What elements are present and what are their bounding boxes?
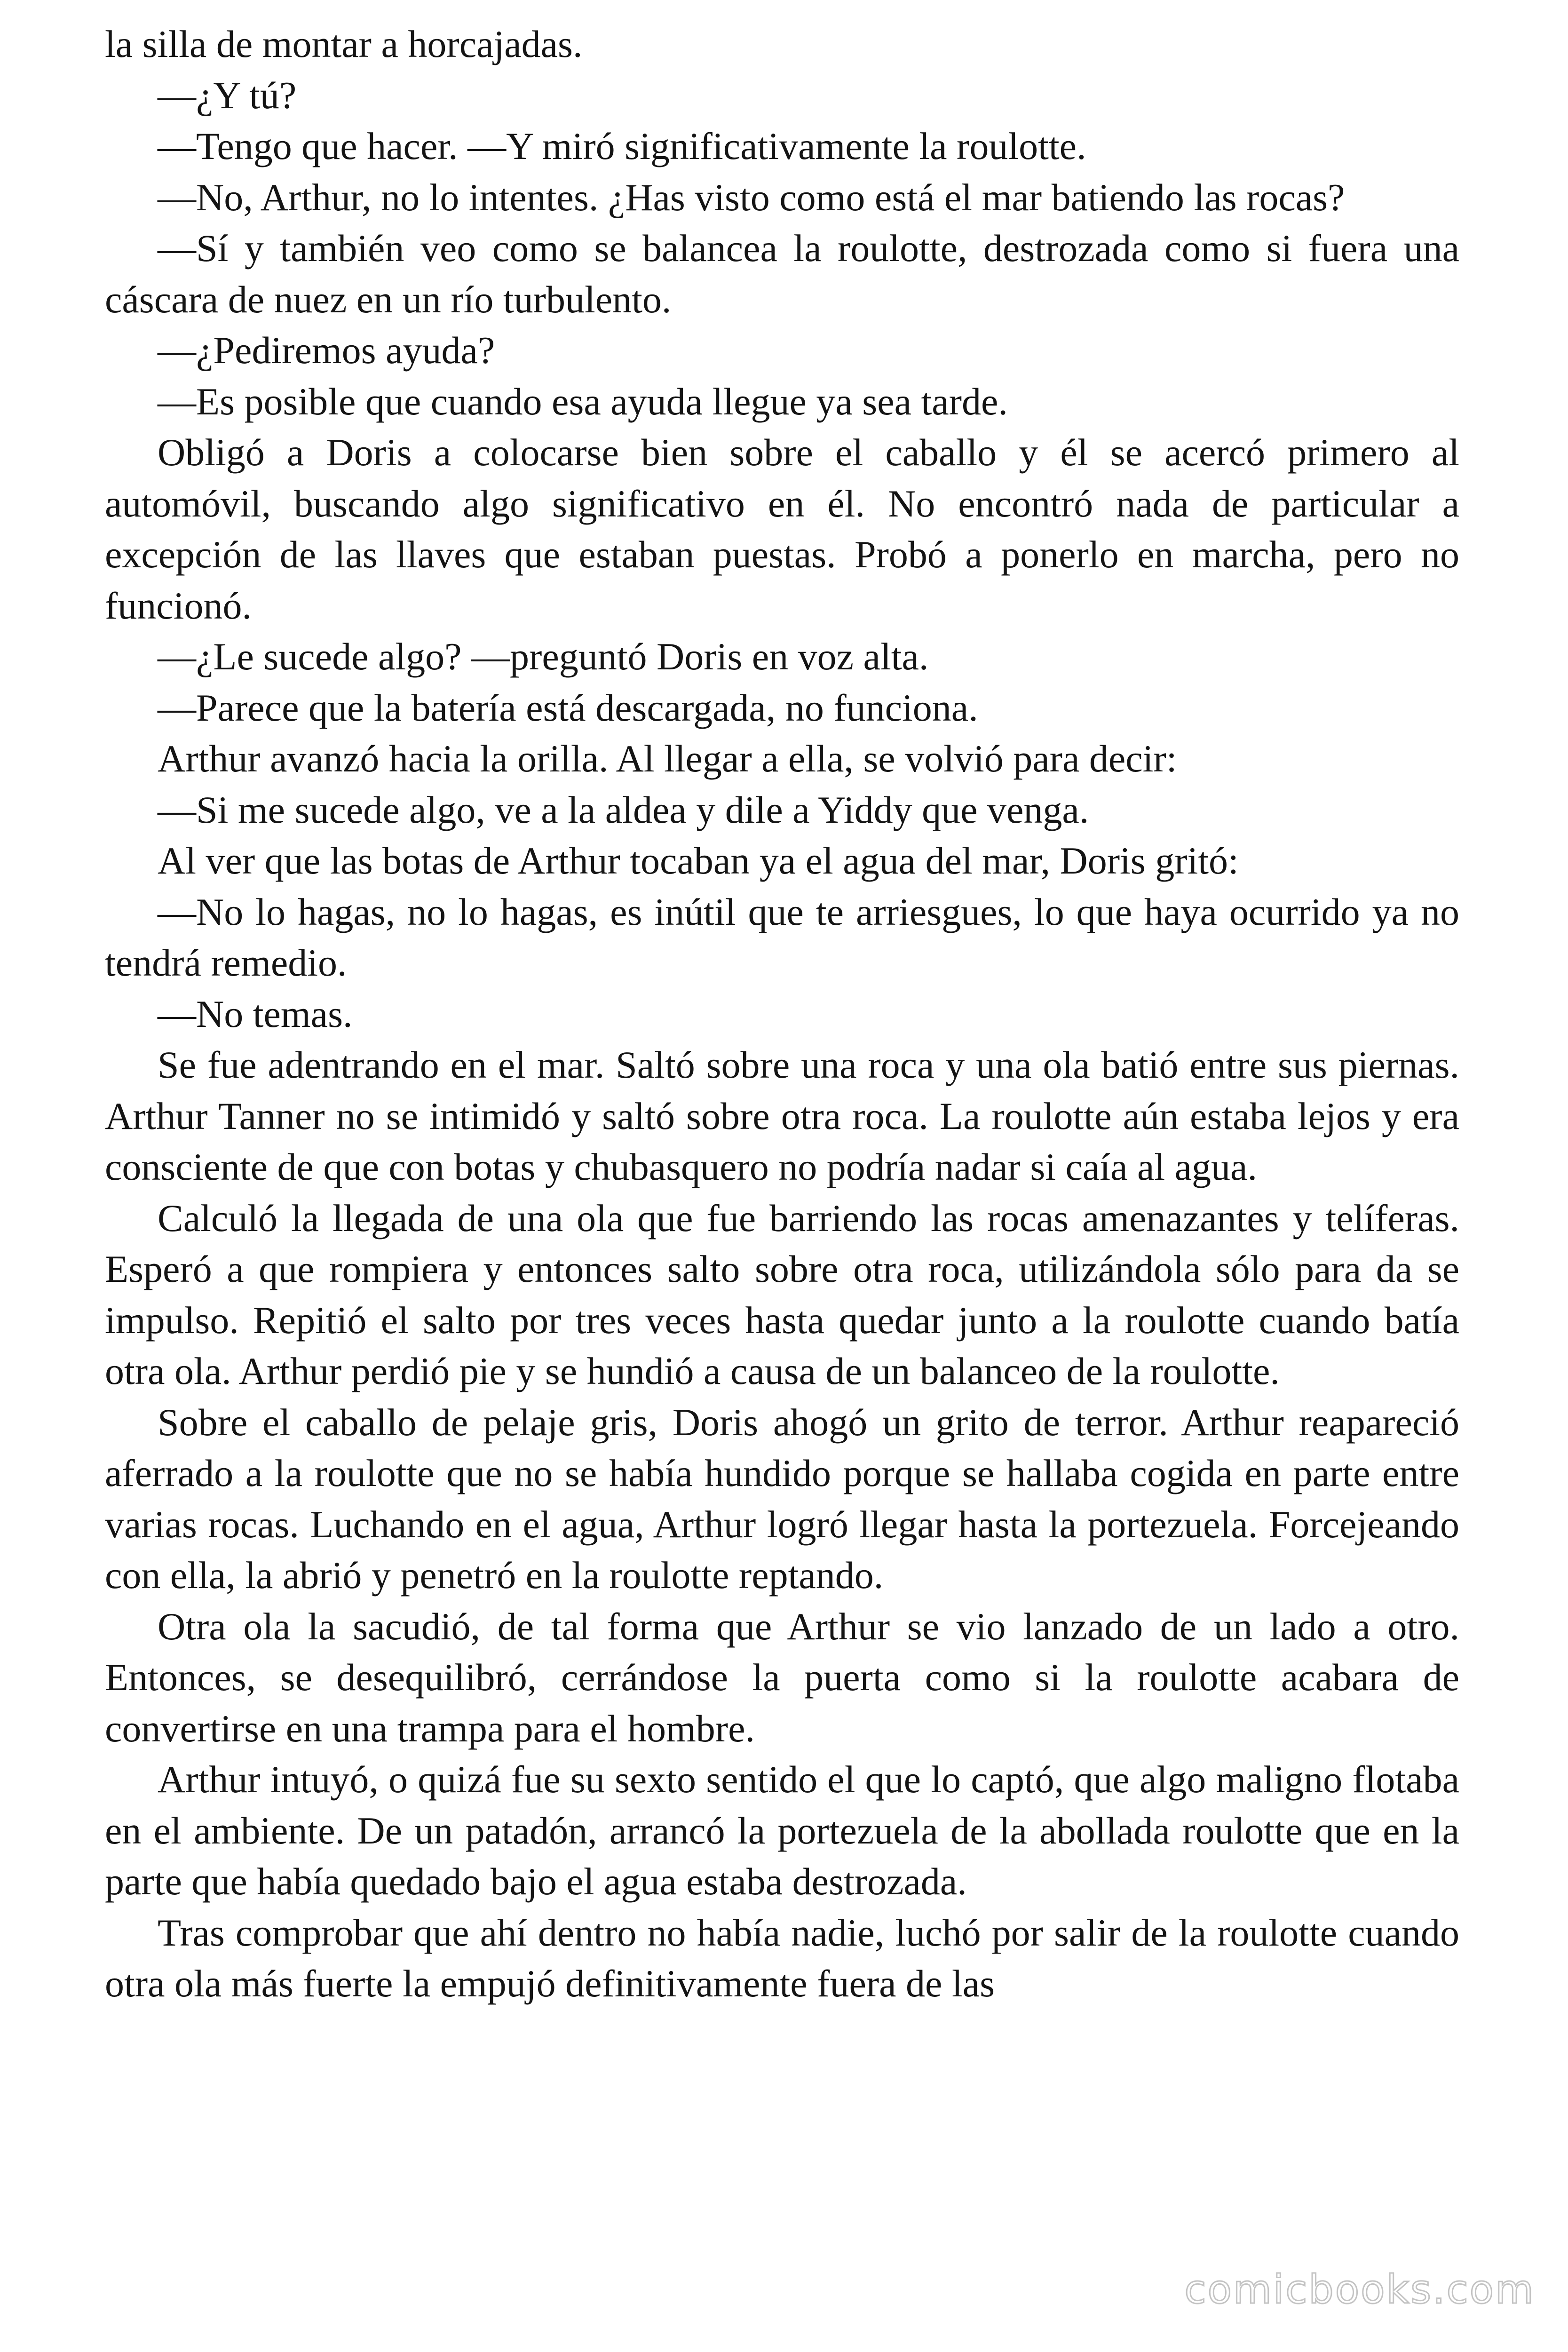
paragraph: Arthur avanzó hacia la orilla. Al llegar a ella, se volvió para decir:: [158, 737, 1177, 780]
paragraph: —¿Pediremos ayuda?: [158, 329, 495, 372]
paragraph: Arthur intuyó, o quizá fue su sexto sentido el que lo captó, que algo maligno flotaba en el ambiente. De un patadón, arrancó la portezuela de la abollada roulotte que en la parte que había quedado bajo el agua estaba destrozada.: [105, 1758, 1459, 1903]
paragraph: —Parece que la batería está descargada, no funciona.: [158, 686, 978, 729]
paragraph-continuation: la silla de montar a horcajadas.: [105, 23, 583, 65]
watermark-logo: comicbooks.com: [1184, 2266, 1535, 2312]
paragraph: —Si me sucede algo, ve a la aldea y dile a Yiddy que venga.: [158, 788, 1089, 831]
paragraph: —¿Y tú?: [158, 73, 297, 117]
paragraph: Otra ola la sacudió, de tal forma que Arthur se vio lanzado de un lado a otro. Entonces, se desequilibró, cerrándose la puerta como si la roulotte acabara de convertirse en una trampa para el hombre.: [105, 1605, 1459, 1750]
paragraph: —No lo hagas, no lo hagas, es inútil que te arriesgues, lo que haya ocurrido ya no tendrá remedio.: [105, 890, 1459, 984]
paragraph: Tras comprobar que ahí dentro no había nadie, luchó por salir de la roulotte cuando otra ola más fuerte la empujó definitivamente fuera de las: [105, 1911, 1459, 2005]
paragraph: Calculó la llegada de una ola que fue barriendo las rocas amenazantes y telíferas. Esperó a que rompiera y entonces salto sobre otra roca, utilizándola sólo para da se impulso. Repitió el salto por tres veces hasta quedar junto a la roulotte cuando batía otra ola. Arthur perdió pie y se hundió a causa de un balanceo de la roulotte.: [105, 1196, 1459, 1392]
paragraph: —No, Arthur, no lo intentes. ¿Has visto como está el mar batiendo las rocas?: [158, 175, 1345, 219]
paragraph: Se fue adentrando en el mar. Saltó sobre una roca y una ola batió entre sus piernas. Arthur Tanner no se intimidó y saltó sobre otra roca. La roulotte aún estaba lejos y era consciente de que con botas y chubasquero no podría nadar si caía al agua.: [105, 1043, 1459, 1188]
paragraph: —Tengo que hacer. —Y miró significativamente la roulotte.: [158, 125, 1086, 167]
paragraph: Obligó a Doris a colocarse bien sobre el caballo y él se acercó primero al automóvil, buscando algo significativo en él. No encontró nada de particular a excepción de las llaves que estaban puestas. Probó a ponerlo en marcha, pero no funcionó.: [105, 431, 1459, 627]
paragraph: Al ver que las botas de Arthur tocaban ya el agua del mar, Doris gritó:: [158, 839, 1239, 882]
paragraph: —Sí y también veo como se balancea la roulotte, destrozada como si fuera una cáscara de nuez en un río turbulento.: [105, 227, 1459, 321]
paragraph: —¿Le sucede algo? —preguntó Doris en voz alta.: [158, 635, 929, 678]
paragraph: —No temas.: [158, 992, 353, 1035]
body-text: [105, 19, 1459, 2010]
paragraph: —Es posible que cuando esa ayuda llegue ya sea tarde.: [158, 380, 1008, 423]
paragraph: Sobre el caballo de pelaje gris, Doris ahogó un grito de terror. Arthur reapareció aferrado a la roulotte que no se había hundido porque se hallaba cogida en parte entre varias rocas. Luchando en el agua, Arthur logró llegar hasta la portezuela. Forcejeando con ella, la abrió y penetró en la roulotte reptando.: [105, 1400, 1459, 1597]
